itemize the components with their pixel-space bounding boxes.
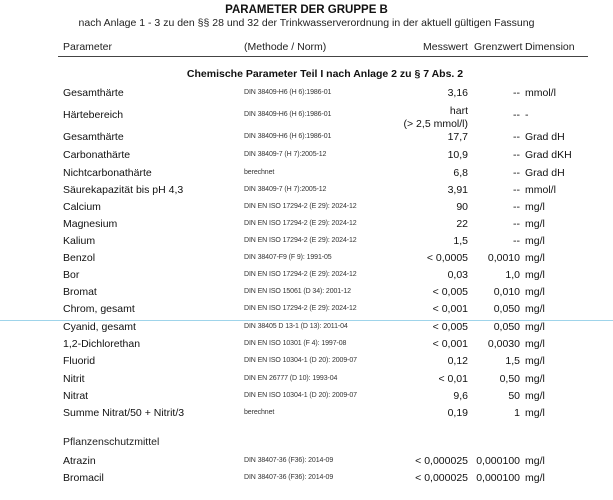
method-norm: DIN 38409-7 (H 7):2005-12 bbox=[244, 151, 327, 158]
parameter-name: Kalium bbox=[63, 235, 96, 247]
table-row bbox=[0, 251, 613, 265]
page-subtitle: nach Anlage 1 - 3 zu den §§ 28 und 32 der Trinkwasserverordnung in der aktuell gültigen Fassung bbox=[78, 17, 535, 29]
table-row bbox=[0, 268, 613, 282]
messwert: 3,16 bbox=[447, 87, 468, 99]
header-dimension: Dimension bbox=[525, 41, 575, 53]
messwert: hart bbox=[449, 105, 468, 117]
grenzwert: -- bbox=[513, 131, 520, 143]
parameter-name: Cyanid, gesamt bbox=[63, 321, 136, 333]
parameter-name: Benzol bbox=[63, 252, 96, 264]
grenzwert: 1,0 bbox=[505, 269, 520, 281]
section-title: Chemische Parameter Teil I nach Anlage 2 zu § 7 Abs. 2 bbox=[186, 68, 464, 80]
grenzwert: -- bbox=[513, 184, 520, 196]
parameter-name: Härtebereich bbox=[63, 109, 124, 121]
method-norm: DIN 38407-36 (F36): 2014-09 bbox=[244, 457, 334, 464]
grenzwert: -- bbox=[513, 167, 520, 179]
grenzwert: -- bbox=[513, 149, 520, 161]
table-row bbox=[0, 130, 613, 144]
parameter-name: Fluorid bbox=[63, 355, 96, 367]
table-row bbox=[0, 337, 613, 351]
messwert: < 0,005 bbox=[432, 321, 468, 333]
method-norm: DIN 38405 D 13-1 (D 13): 2011-04 bbox=[244, 323, 348, 330]
dimension: mg/l bbox=[525, 303, 545, 315]
parameter-name: Bromat bbox=[63, 286, 97, 298]
dimension: mg/l bbox=[525, 321, 545, 333]
dimension: mg/l bbox=[525, 373, 545, 385]
messwert: 22 bbox=[456, 218, 468, 230]
dimension: mg/l bbox=[525, 286, 545, 298]
method-norm: DIN EN ISO 17294-2 (E 29): 2024-12 bbox=[244, 305, 357, 312]
method-norm: berechnet bbox=[244, 409, 275, 416]
method-norm: DIN 38409-H6 (H 6):1986-01 bbox=[244, 89, 332, 96]
table-row bbox=[0, 183, 613, 197]
parameter-name: Säurekapazität bis pH 4,3 bbox=[63, 184, 184, 196]
method-norm: DIN EN ISO 17294-2 (E 29): 2024-12 bbox=[244, 203, 357, 210]
table-row bbox=[0, 389, 613, 403]
messwert-detail: (> 2,5 mmol/l) bbox=[403, 118, 468, 130]
parameter-name: Nitrit bbox=[63, 373, 85, 385]
table-row bbox=[0, 200, 613, 214]
parameter-name: Atrazin bbox=[63, 455, 96, 467]
grenzwert: -- bbox=[513, 218, 520, 230]
grenzwert: -- bbox=[513, 235, 520, 247]
table-row bbox=[0, 454, 613, 468]
table-row bbox=[0, 406, 613, 420]
method-norm: DIN EN 26777 (D 10): 1993-04 bbox=[244, 375, 338, 382]
grenzwert: 0,010 bbox=[493, 286, 520, 298]
grenzwert: 50 bbox=[508, 390, 520, 402]
table-row bbox=[0, 86, 613, 100]
parameter-name: Bromacil bbox=[63, 472, 104, 484]
dimension: Grad dH bbox=[525, 167, 565, 179]
parameter-name: Nichtcarbonathärte bbox=[63, 167, 152, 179]
dimension: mg/l bbox=[525, 338, 545, 350]
grenzwert: 1 bbox=[514, 407, 520, 419]
table-row bbox=[0, 217, 613, 231]
dimension: mg/l bbox=[525, 355, 545, 367]
messwert: < 0,005 bbox=[432, 286, 468, 298]
method-norm: DIN EN ISO 10304-1 (D 20): 2009-07 bbox=[244, 357, 357, 364]
messwert: < 0,01 bbox=[438, 373, 468, 385]
messwert: < 0,001 bbox=[432, 338, 468, 350]
messwert: < 0,0005 bbox=[426, 252, 468, 264]
page-title: PARAMETER DER GRUPPE B bbox=[225, 4, 388, 16]
grenzwert: 0,000100 bbox=[476, 455, 520, 467]
method-norm: DIN 38409-H6 (H 6):1986-01 bbox=[244, 111, 332, 118]
messwert: < 0,000025 bbox=[415, 472, 468, 484]
header-divider bbox=[58, 56, 588, 57]
header-parameter: Parameter bbox=[63, 41, 113, 53]
method-norm: DIN EN ISO 10301 (F 4): 1997-08 bbox=[244, 340, 347, 347]
table-row bbox=[0, 302, 613, 316]
messwert: < 0,001 bbox=[432, 303, 468, 315]
messwert: 6,8 bbox=[453, 167, 468, 179]
method-norm: DIN 38409-H6 (H 6):1986-01 bbox=[244, 133, 332, 140]
dimension: mg/l bbox=[525, 472, 545, 484]
dimension: mg/l bbox=[525, 269, 545, 281]
dimension: mmol/l bbox=[525, 184, 556, 196]
dimension: mg/l bbox=[525, 218, 545, 230]
parameter-name: Gesamthärte bbox=[63, 87, 124, 99]
parameter-name: Calcium bbox=[63, 201, 101, 213]
method-norm: DIN EN ISO 17294-2 (E 29): 2024-12 bbox=[244, 237, 357, 244]
messwert: 10,9 bbox=[447, 149, 468, 161]
dimension: mg/l bbox=[525, 407, 545, 419]
dimension: mg/l bbox=[525, 390, 545, 402]
dimension: - bbox=[525, 109, 529, 121]
grenzwert: -- bbox=[513, 109, 520, 121]
dimension: mg/l bbox=[525, 235, 545, 247]
dimension: Grad dKH bbox=[525, 149, 572, 161]
header-method: (Methode / Norm) bbox=[244, 41, 327, 53]
messwert: 0,19 bbox=[447, 407, 468, 419]
messwert: 0,03 bbox=[447, 269, 468, 281]
parameter-name: Magnesium bbox=[63, 218, 118, 230]
section2-title: Pflanzenschutzmittel bbox=[63, 436, 160, 448]
messwert: 90 bbox=[456, 201, 468, 213]
dimension: Grad dH bbox=[525, 131, 565, 143]
table-row bbox=[0, 471, 613, 485]
grenzwert: -- bbox=[513, 87, 520, 99]
messwert: 1,5 bbox=[453, 235, 468, 247]
dimension: mg/l bbox=[525, 455, 545, 467]
messwert: < 0,000025 bbox=[415, 455, 468, 467]
parameter-name: Carbonathärte bbox=[63, 149, 131, 161]
messwert: 17,7 bbox=[447, 131, 468, 143]
grenzwert: 0,050 bbox=[493, 321, 520, 333]
messwert: 0,12 bbox=[447, 355, 468, 367]
method-norm: DIN 38407-F9 (F 9): 1991-05 bbox=[244, 254, 332, 261]
table-row bbox=[0, 105, 613, 130]
grenzwert: 0,0010 bbox=[487, 252, 520, 264]
method-norm: DIN 38409-7 (H 7):2005-12 bbox=[244, 186, 327, 193]
parameter-name: Chrom, gesamt bbox=[63, 303, 135, 315]
table-row bbox=[0, 354, 613, 368]
method-norm: DIN 38407-36 (F36): 2014-09 bbox=[244, 474, 334, 481]
method-norm: berechnet bbox=[244, 169, 275, 176]
table-row bbox=[0, 148, 613, 162]
messwert: 9,6 bbox=[453, 390, 468, 402]
parameter-name: Gesamthärte bbox=[63, 131, 124, 143]
table-row bbox=[0, 372, 613, 386]
parameter-name: Nitrat bbox=[63, 390, 89, 402]
messwert: 3,91 bbox=[447, 184, 468, 196]
grenzwert: 0,050 bbox=[493, 303, 520, 315]
table-row bbox=[0, 166, 613, 180]
table-row bbox=[0, 234, 613, 248]
method-norm: DIN EN ISO 10304-1 (D 20): 2009-07 bbox=[244, 392, 357, 399]
grenzwert: 1,5 bbox=[505, 355, 520, 367]
parameter-name: 1,2-Dichlorethan bbox=[63, 338, 141, 350]
parameter-name: Bor bbox=[63, 269, 80, 281]
method-norm: DIN EN ISO 17294-2 (E 29): 2024-12 bbox=[244, 220, 357, 227]
table-row bbox=[0, 285, 613, 299]
method-norm: DIN EN ISO 17294-2 (E 29): 2024-12 bbox=[244, 271, 357, 278]
dimension: mmol/l bbox=[525, 87, 556, 99]
method-norm: DIN EN ISO 15061 (D 34): 2001-12 bbox=[244, 288, 351, 295]
dimension: mg/l bbox=[525, 201, 545, 213]
table-row bbox=[0, 320, 613, 334]
selection-line bbox=[0, 320, 613, 321]
dimension: mg/l bbox=[525, 252, 545, 264]
grenzwert: -- bbox=[513, 201, 520, 213]
header-messwert: Messwert bbox=[423, 41, 468, 53]
grenzwert: 0,0030 bbox=[487, 338, 520, 350]
grenzwert: 0,000100 bbox=[476, 472, 520, 484]
grenzwert: 0,50 bbox=[499, 373, 520, 385]
header-grenzwert: Grenzwert bbox=[474, 41, 523, 53]
parameter-name: Summe Nitrat/50 + Nitrit/3 bbox=[63, 407, 185, 419]
